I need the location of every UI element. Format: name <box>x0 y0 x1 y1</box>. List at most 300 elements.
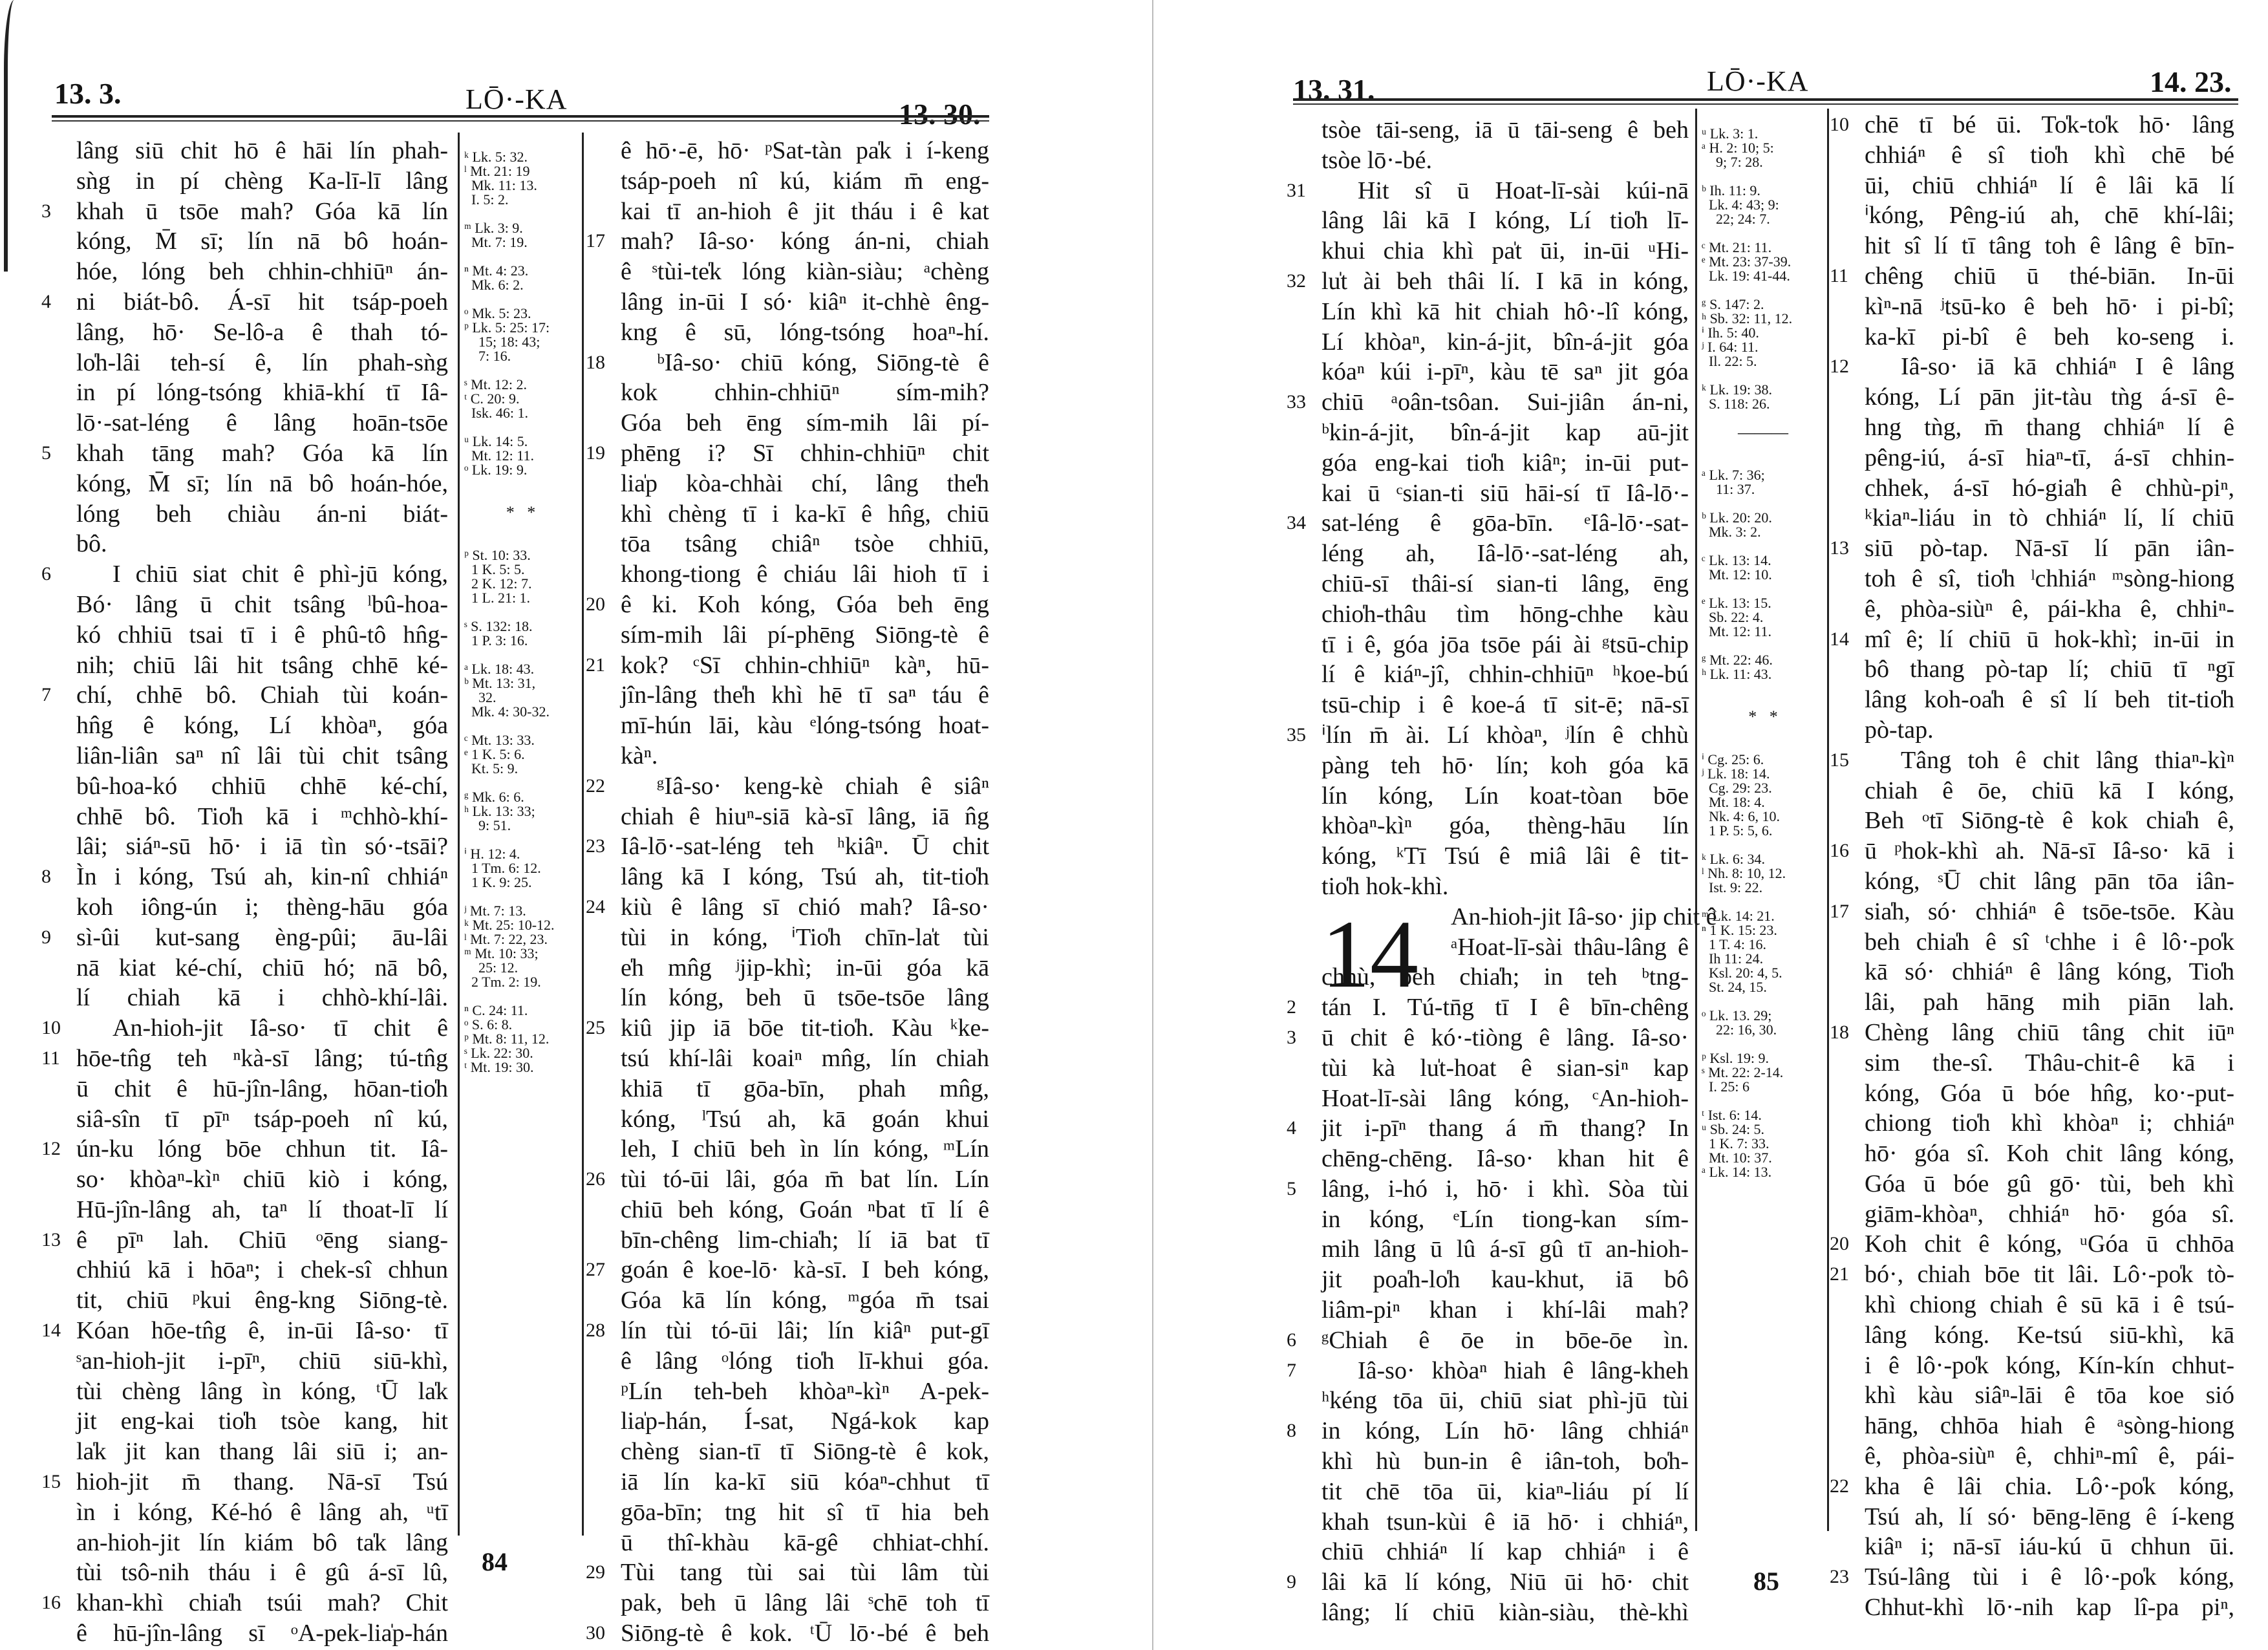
page-number: 84 <box>482 1547 508 1576</box>
line-text: pàng teh hō· lín; koh góa kā <box>1321 751 1689 779</box>
cross-reference: 1 K. 7: 33. <box>1702 1135 1770 1152</box>
text-line <box>1321 872 1689 902</box>
text-line <box>1287 1113 1689 1144</box>
line-text: tio̍h hok-khì. <box>1321 872 1449 900</box>
header-verse-range-end: 13. 30. <box>899 98 981 131</box>
line-text: chiū-sī thâi-sí sian-ti lâng, ēng <box>1321 570 1689 597</box>
line-text: jit poa̍h-lo̍h kau-khut, iā bô <box>1321 1266 1689 1294</box>
line-text: Bó· lâng ū chit tsâng ˡbû-hoa- <box>76 590 448 618</box>
verse-number: 15 <box>1830 749 1849 771</box>
text-line <box>76 529 448 559</box>
text-line <box>1321 659 1689 690</box>
text-line <box>1287 1567 1689 1598</box>
verse-number: 29 <box>586 1561 605 1583</box>
text-line <box>621 1437 989 1467</box>
line-text: tsáp-poeh nî kú, kiám m̄ eng- <box>621 167 989 195</box>
line-text: chē tī bé ūi. To̍k-to̍k hō· lâng <box>1865 111 2234 138</box>
cross-reference: ᶜ Mt. 13: 33. <box>464 732 535 748</box>
text-line <box>621 287 989 317</box>
text-line <box>586 1255 989 1285</box>
text-line <box>1830 1259 2234 1290</box>
line-text: phēng i? Sī chhin-chhiūⁿ chit <box>621 439 989 467</box>
text-column-left <box>1287 115 1717 1628</box>
cross-reference: ˡ Nh. 8: 10, 12. <box>1702 865 1786 881</box>
text-line <box>76 499 448 530</box>
text-line <box>76 469 448 499</box>
text-line <box>621 469 989 499</box>
line-text: chhek, á-sī hó-gia̍h ê chhù-piⁿ, <box>1865 474 2234 502</box>
reference-gap <box>464 833 577 847</box>
line-text: ê hō·-ē, hō· ᵖSat-tàn pa̍k i í-keng <box>621 137 989 164</box>
text-line <box>1830 897 2234 927</box>
verse-number: 32 <box>1287 270 1306 292</box>
line-text: mî ê; lí chiū ū hok-khì; in-ūi in <box>1865 625 2234 653</box>
line-text: ᵍChiah ê ōe in bōe-ōe ìn. <box>1321 1326 1689 1354</box>
line-text: chiah ê ōe, chiū kā I kóng, <box>1865 777 2234 804</box>
line-text: lín kóng, beh ū tsōe-tsōe lâng <box>621 984 989 1012</box>
text-line <box>41 1467 448 1497</box>
text-line <box>1287 1023 1689 1053</box>
cross-reference: Mk. 6: 2. <box>464 277 524 293</box>
reference-gap <box>464 605 577 619</box>
text-line <box>1865 1048 2234 1078</box>
line-text: Beh ᵒtī Siōng-tè ê kok chia̍h ê, <box>1865 807 2234 835</box>
text-line <box>41 197 448 227</box>
cross-reference: 1 P. 5: 5, 6. <box>1702 822 1773 839</box>
line-text: bô thang pò-tap lí; chiū tī ⁿgī <box>1865 656 2234 683</box>
text-line <box>1287 992 1689 1023</box>
text-line <box>621 257 989 287</box>
verse-number: 12 <box>41 1138 61 1160</box>
line-text: chhiú kā i hōaⁿ; i chek-sî chhun <box>76 1256 448 1284</box>
cross-reference: 1 P. 3: 16. <box>464 632 528 648</box>
text-line <box>76 1528 448 1558</box>
verse-number: 14 <box>41 1320 61 1342</box>
cross-reference: Ist. 9: 22. <box>1702 879 1763 895</box>
cross-reference: ᶜ Lk. 13: 14. <box>1702 552 1771 568</box>
cross-reference: 1 K. 5: 5. <box>464 561 525 577</box>
line-text: Iâ-lō·-sat-léng teh ʰkiâⁿ. Ū chit <box>621 833 989 861</box>
verse-number: 13 <box>1830 537 1849 559</box>
text-line <box>41 1013 448 1044</box>
line-text: nih; chiū lâi hit tsâng chhē ké- <box>76 651 448 679</box>
text-line <box>1865 1169 2234 1199</box>
line-text: Góa kā lín kóng, ᵐgóa m̄ tsai <box>621 1287 989 1314</box>
text-line <box>621 1467 989 1497</box>
verse-number: 16 <box>1830 840 1849 862</box>
text-line <box>1321 478 1689 509</box>
line-text: Góa ū bóe gû gō· tùi, beh khì <box>1865 1170 2234 1197</box>
line-text: lâng lâi kā I kóng, Lí tio̍h lī- <box>1321 207 1689 235</box>
line-text: kóaⁿ kúi i-pīⁿ, kàu tē saⁿ jit góa <box>1321 358 1689 386</box>
line-text: chí, chhē bô. Chiah tùi koán- <box>76 681 448 709</box>
text-line <box>586 831 989 862</box>
text-line <box>41 438 448 469</box>
cross-reference: ᵐ Lk. 3: 9. <box>464 220 523 236</box>
text-line <box>1865 1320 2234 1351</box>
chapter-number: 14 <box>1321 900 1418 1008</box>
cross-reference: Kt. 5: 9. <box>464 760 519 777</box>
text-line <box>1865 1411 2234 1441</box>
cross-reference: * * <box>1748 707 1778 726</box>
line-text: Tâng toh ê chit lâng thiaⁿ-kìⁿ <box>1901 746 2234 774</box>
cross-reference: ᵍ Mt. 22: 46. <box>1702 652 1773 668</box>
cross-reference: ᵖ Mt. 8: 11, 12. <box>464 1031 550 1047</box>
line-text: ni biát-bô. Á-sī hit tsáp-poeh <box>76 288 448 316</box>
text-line <box>1865 443 2234 473</box>
text-line <box>586 1558 989 1588</box>
text-line <box>1321 206 1689 236</box>
cross-reference: ʲ Lk. 18: 14. <box>1702 766 1770 782</box>
cross-reference: Mt. 12: 11. <box>1702 623 1771 639</box>
line-text: jîn-lâng the̍h khì hē tī saⁿ táu ê <box>621 681 989 709</box>
line-text: lín kóng, Lín koat-tòan bōe <box>1321 782 1689 809</box>
text-line <box>1865 654 2234 685</box>
text-line <box>621 136 989 166</box>
line-text: mī-hún lāi, kàu ᵉlóng-tsóng hoat- <box>621 712 989 740</box>
text-line <box>621 711 989 741</box>
cross-reference: ⁱ Ih. 5: 40. <box>1702 325 1759 341</box>
verse-number: 10 <box>41 1017 61 1039</box>
line-text: bīn-chêng lim-chia̍h; lí iā bat tī <box>621 1226 989 1254</box>
line-text: lâng siū chit hō ê hāi lín phah- <box>76 137 448 164</box>
text-line <box>621 1044 989 1074</box>
line-text: lâi; siáⁿ-sū hō· i iā tìn só·-tsāi? <box>76 833 448 861</box>
reference-gap <box>464 420 577 434</box>
line-text: lóng beh chiàu án-ni biát- <box>76 500 448 528</box>
line-text: chiū chhiáⁿ lí kap chhiáⁿ i ê <box>1321 1538 1689 1566</box>
text-line <box>41 1316 448 1346</box>
text-line <box>1321 569 1689 599</box>
cross-reference: ʲ I. 64: 11. <box>1702 339 1759 355</box>
text-line <box>1865 412 2234 443</box>
text-line <box>621 1497 989 1528</box>
cross-reference: Ksl. 20: 4, 5. <box>1702 965 1782 981</box>
line-text: pak, beh ū lâng lâi ˢchē toh tī <box>621 1589 989 1617</box>
text-line <box>1865 1592 2234 1623</box>
text-line <box>1321 690 1689 720</box>
verse-number: 18 <box>1830 1021 1849 1043</box>
line-text: ᵏkiaⁿ-liáu in tò chhiáⁿ lí, lí chiū <box>1865 504 2234 532</box>
line-text: gōa-bīn; tng hit sî tī hia beh <box>621 1498 989 1526</box>
verse-number: 33 <box>1287 391 1306 413</box>
cross-reference: ᵖ St. 10: 33. <box>464 547 531 563</box>
verse-number: 2 <box>1287 996 1296 1018</box>
cross-reference: ᵗ C. 20: 9. <box>464 391 520 407</box>
text-line <box>586 348 989 378</box>
text-line <box>41 1134 448 1164</box>
text-line <box>76 1195 448 1225</box>
cross-reference: ⁱ H. 12: 4. <box>464 846 520 862</box>
line-text: tùi tsô-nih tháu i ê gû á-sī lû, <box>76 1559 448 1587</box>
cross-reference: Lk. 19: 41-44. <box>1702 268 1790 284</box>
cross-reference: ᵏ Mt. 25: 10-12. <box>464 917 555 933</box>
text-line <box>1830 745 2234 776</box>
line-text: lâng in-ūi I só· kiâⁿ it-chhè êng- <box>621 288 989 316</box>
reference-gap <box>1702 681 1824 696</box>
line-text: koh iông-ún i; thèng-hāu góa <box>76 893 448 921</box>
line-text: khan-khì chia̍h tsúi mah? Chit <box>76 1589 448 1617</box>
verse-number: 26 <box>586 1168 605 1190</box>
line-text: mah? Iâ-so· kóng án-ni, chiah <box>621 228 989 255</box>
reference-gap <box>464 292 577 306</box>
line-text: sia̍h, só· chhiáⁿ ê tsōe-tsōe. Kàu <box>1865 897 2234 925</box>
verse-number: 8 <box>1287 1420 1296 1442</box>
line-text: kiâⁿ i; nā-sī iáu-kú ū chhun ūi. <box>1865 1533 2234 1561</box>
text-line <box>1865 292 2234 322</box>
cross-reference: ᵘ Lk. 14: 5. <box>464 433 528 449</box>
text-line <box>1321 1053 1689 1084</box>
cross-reference: ʰ Lk. 11: 43. <box>1702 666 1772 682</box>
line-text: ᵇIâ-so· chiū kóng, Siōng-tè ê <box>657 348 989 376</box>
line-text: khah tsun-kùi ê iā hō· i chhiáⁿ, <box>1321 1508 1689 1536</box>
line-text: ê, phòa-siùⁿ ê, chhiⁿ-mî ê, pái- <box>1865 1442 2234 1470</box>
text-line <box>621 1225 989 1256</box>
line-text: kiù ê lâng sī chió mah? Iâ-so· <box>621 893 989 921</box>
text-line <box>1830 836 2234 866</box>
verse-number: 24 <box>586 895 605 917</box>
text-line <box>1321 418 1689 448</box>
line-text: ún-ku lóng bōe chhun tit. Iâ- <box>76 1135 448 1163</box>
header-rule-thin <box>1293 103 2238 105</box>
column-divider <box>582 133 584 1536</box>
line-text: bû-hoa-kó chhiū chhē ké-chí, <box>76 772 448 800</box>
reference-gap <box>464 363 577 378</box>
line-text: tán I. Tú-tn̄g tī I ê bīn-chêng <box>1321 994 1689 1022</box>
line-text: in kóng, ᵉLín tiong-kan sím- <box>1321 1205 1689 1233</box>
cross-reference: 7: 16. <box>464 348 511 364</box>
text-line <box>1865 200 2234 231</box>
text-line <box>1321 1205 1689 1235</box>
text-line <box>1321 539 1689 569</box>
text-line <box>621 741 989 771</box>
text-line <box>1865 171 2234 201</box>
line-text: lâi, pah hāng mih piān lah. <box>1865 989 2234 1016</box>
text-line <box>1830 352 2234 382</box>
cross-reference: Mk. 4: 30-32. <box>464 703 550 720</box>
line-text: tùi kà lu̍t-hoat ê sian-siⁿ kap <box>1321 1054 1689 1082</box>
verse-number: 23 <box>1830 1566 1849 1588</box>
reference-gap <box>464 207 577 221</box>
cross-reference: ᵃ Lk. 14: 13. <box>1702 1164 1772 1180</box>
line-text: hāng, chhōa hiah ê ᵃsòng-hiong <box>1865 1412 2234 1440</box>
reference-gap <box>1702 454 1824 468</box>
header-rule <box>1293 98 2238 101</box>
line-text: lia̍p-hán, Í-sat, Ngá-kok kap <box>621 1408 989 1435</box>
text-line <box>1865 866 2234 897</box>
verse-number: 34 <box>1287 512 1306 534</box>
text-line <box>621 1346 989 1377</box>
verse-number: 5 <box>41 442 51 464</box>
reference-gap <box>464 520 577 534</box>
line-text: Kóan hōe-tn̂g ê, in-ūi Iâ-so· tī <box>76 1317 448 1345</box>
line-text: lâng kā I kóng, Tsú ah, tit-tio̍h <box>621 863 989 891</box>
verse-number: 14 <box>1830 628 1849 650</box>
text-line <box>621 983 989 1013</box>
line-text: Ìn i kóng, Tsú ah, kin-nî chhiáⁿ <box>76 863 448 891</box>
text-line <box>41 1225 448 1256</box>
text-line <box>1321 1477 1689 1507</box>
text-line <box>1865 1502 2234 1532</box>
text-line <box>76 348 448 378</box>
line-text: lō·-sat-léng ê lâng hoān-tsōe <box>76 409 448 437</box>
page-number: 85 <box>1753 1567 1779 1596</box>
text-line <box>76 408 448 438</box>
line-text: Hū-jîn-lâng ah, taⁿ lí thoat-lī lí <box>76 1195 448 1223</box>
verse-number: 9 <box>41 926 51 948</box>
text-line <box>1865 231 2234 261</box>
cross-reference: Cg. 29: 23. <box>1702 780 1772 796</box>
line-text: léng ah, Iâ-lō·-sat-léng ah, <box>1321 540 1689 568</box>
line-text: tit chē tōa ūi, kiaⁿ-liáu pí lí <box>1321 1477 1689 1505</box>
line-text: pêng-iú, á-sī hiaⁿ-tī, á-sī chhin- <box>1865 444 2234 471</box>
line-text: kìⁿ-nā ʲtsū-ko ê beh hō· i pi-bî; <box>1865 292 2234 320</box>
cross-reference: 22; 24: 7. <box>1702 211 1770 227</box>
text-line <box>1287 176 1689 206</box>
line-text: ū ᵖhok-khì ah. Nā-sī Iâ-so· kā i <box>1865 837 2234 865</box>
line-text: lia̍p kòa-chhài chí, lâng the̍h <box>621 469 989 497</box>
cross-reference: 11: 37. <box>1702 481 1755 497</box>
book-fold <box>1152 0 1153 1650</box>
line-text: lu̍t ài beh thâi lí. I kā in kóng, <box>1321 267 1689 295</box>
line-text: lâng, i-hó i, hō· i khì. Sòa tùi <box>1321 1175 1689 1203</box>
cross-reference: Mt. 12: 11. <box>464 447 534 464</box>
text-line <box>621 378 989 408</box>
text-line <box>76 1074 448 1104</box>
text-line <box>1321 357 1689 387</box>
text-line <box>1865 1441 2234 1472</box>
line-text: hō· góa sî. Koh chit lâng kóng, <box>1865 1140 2234 1168</box>
text-line <box>1321 1084 1689 1114</box>
cross-reference: 22: 16, 30. <box>1702 1022 1777 1038</box>
text-line <box>1830 1472 2234 1502</box>
text-line <box>1865 1380 2234 1411</box>
text-line <box>76 1104 448 1135</box>
cross-reference: I. 25: 6 <box>1702 1078 1749 1095</box>
line-text: tùi tó-ūi lâi, góa m̄ bat lín. Lín <box>621 1166 989 1194</box>
reference-gap <box>464 719 577 733</box>
line-text: mih lâng ū lû á-sī gû tī an-hioh- <box>1321 1236 1689 1263</box>
text-line <box>76 620 448 650</box>
text-line <box>621 1528 989 1558</box>
line-text: ᵖLín teh-beh khòaⁿ-kìⁿ A-pek- <box>621 1377 989 1405</box>
verse-number: 15 <box>41 1471 61 1493</box>
line-text: chèng sian-tī tī Siōng-tè ê kok, <box>621 1438 989 1466</box>
cross-reference: ᵏ Lk. 6: 34. <box>1702 851 1765 867</box>
cross-reference: ᶜ Mt. 21: 11. <box>1702 239 1772 255</box>
line-text: beh chia̍h ê sî ᵗchhe i ê lô·-po̍k <box>1865 928 2234 956</box>
verse-number: 19 <box>586 442 605 464</box>
text-line <box>76 1377 448 1407</box>
text-line <box>76 590 448 620</box>
reference-gap <box>1702 169 1824 184</box>
reference-gap <box>1702 639 1824 653</box>
verse-number: 4 <box>41 290 51 312</box>
text-line <box>1321 145 1689 176</box>
line-text: chhiáⁿ ê sî tio̍h khì chē bé <box>1865 141 2234 169</box>
line-text: kóng, ˢŪ chit lâng pān tōa iân- <box>1865 867 2234 895</box>
text-line <box>1865 1078 2234 1109</box>
text-line <box>586 1164 989 1195</box>
verse-number: 17 <box>586 230 605 252</box>
cross-reference: ᵘ Sb. 24: 5. <box>1702 1121 1765 1137</box>
line-text: Góa beh ēng sím-mih lâi pí- <box>621 409 989 437</box>
line-text: ū chit ê kó·-tiòng ê lâng. Iâ-so· <box>1321 1023 1689 1051</box>
cross-reference: ˢ S. 132: 18. <box>464 618 533 634</box>
text-line <box>41 1588 448 1618</box>
text-line <box>1321 841 1689 872</box>
line-text: Iâ-so· khòaⁿ hiah ê lâng-kheh <box>1358 1356 1689 1384</box>
text-line <box>1321 630 1689 660</box>
page-edge-shadow <box>4 0 14 272</box>
text-line <box>621 802 989 832</box>
line-text: kha ê lâi chia. Lô·-po̍k kóng, <box>1865 1472 2234 1500</box>
cross-reference: ᵉ 1 K. 5: 6. <box>464 746 525 762</box>
text-line <box>1830 110 2234 140</box>
line-text: sì-ûi kut-sang èng-pûi; āu-lâi <box>76 923 448 951</box>
line-text: Iâ-so· iā kā chhiáⁿ I ê lâng <box>1901 353 2234 381</box>
cross-reference: ᵏ Lk. 19: 38. <box>1702 381 1772 398</box>
text-line <box>1865 957 2234 987</box>
cross-reference: Mt. 10: 37. <box>1702 1150 1772 1166</box>
line-text: kok chhin-chhiūⁿ sím-mih? <box>621 379 989 407</box>
line-text: kó chhiū tsai tī i ê phû-tô hn̂g- <box>76 621 448 648</box>
line-text: sǹg in pí chèng Ka-lī-lī lâng <box>76 167 448 195</box>
line-text: jit eng-kai tio̍h tsòe kang, hit <box>76 1408 448 1435</box>
line-text: ìn i kóng, Ké-hó ê lâng ah, ᵘtī <box>76 1498 448 1526</box>
text-line <box>1865 503 2234 533</box>
cross-reference: ᵉ Lk. 13: 15. <box>1702 595 1771 611</box>
line-text: e̍h mn̂g ʲjip-khì; in-ūi góa kā <box>621 954 989 981</box>
text-line <box>621 1588 989 1618</box>
verse-number: 23 <box>586 835 605 857</box>
text-line <box>1830 533 2234 564</box>
cross-reference: Lk. 4: 43; 9: <box>1702 197 1779 213</box>
verse-number: 22 <box>1830 1475 1849 1497</box>
reference-gap <box>464 776 577 790</box>
line-text: khì chiong chiah ê sū kā i ê tsú- <box>1865 1291 2234 1319</box>
header-rule-thin <box>52 120 989 122</box>
text-line <box>76 953 448 983</box>
header-verse-range-start: 13. 31. <box>1293 73 1375 106</box>
line-text: chiah ê hiuⁿ-siā kà-sī lâng, iā n̂g <box>621 802 989 830</box>
verse-number: 27 <box>586 1259 605 1281</box>
cross-reference: 1 K. 9: 25. <box>464 874 532 890</box>
column-divider <box>458 133 460 1536</box>
text-line <box>1865 806 2234 836</box>
reference-gap <box>464 250 577 264</box>
line-text: kóng, ᵏTī Tsú ê miâ lâi ê tit- <box>1321 842 1689 870</box>
reference-gap <box>1702 369 1824 383</box>
line-text: chiong tio̍h khì khòaⁿ i; chhiáⁿ <box>1865 1109 2234 1137</box>
text-line <box>1865 594 2234 625</box>
text-line <box>1830 1229 2234 1259</box>
text-line <box>1865 927 2234 958</box>
cross-reference: ᵐ Lk. 14: 21. <box>1702 908 1775 924</box>
text-line <box>621 559 989 590</box>
text-line <box>1321 1386 1689 1416</box>
cross-reference: Mt. 18: 4. <box>1702 794 1765 810</box>
cross-references <box>1702 127 1824 1179</box>
line-text: hóe, lóng beh chhin-chhiūⁿ án- <box>76 258 448 286</box>
reference-gap <box>1702 497 1824 511</box>
header-book-title: LŌ·-KA <box>465 83 568 115</box>
header-book-title: LŌ·-KA <box>1707 65 1809 97</box>
line-text: ⁱlín m̄ ài. Lí khòaⁿ, ʲlín ê chhù <box>1321 721 1689 749</box>
cross-reference: * * <box>506 503 536 522</box>
verse-number: 21 <box>586 654 605 676</box>
text-line <box>76 1437 448 1467</box>
